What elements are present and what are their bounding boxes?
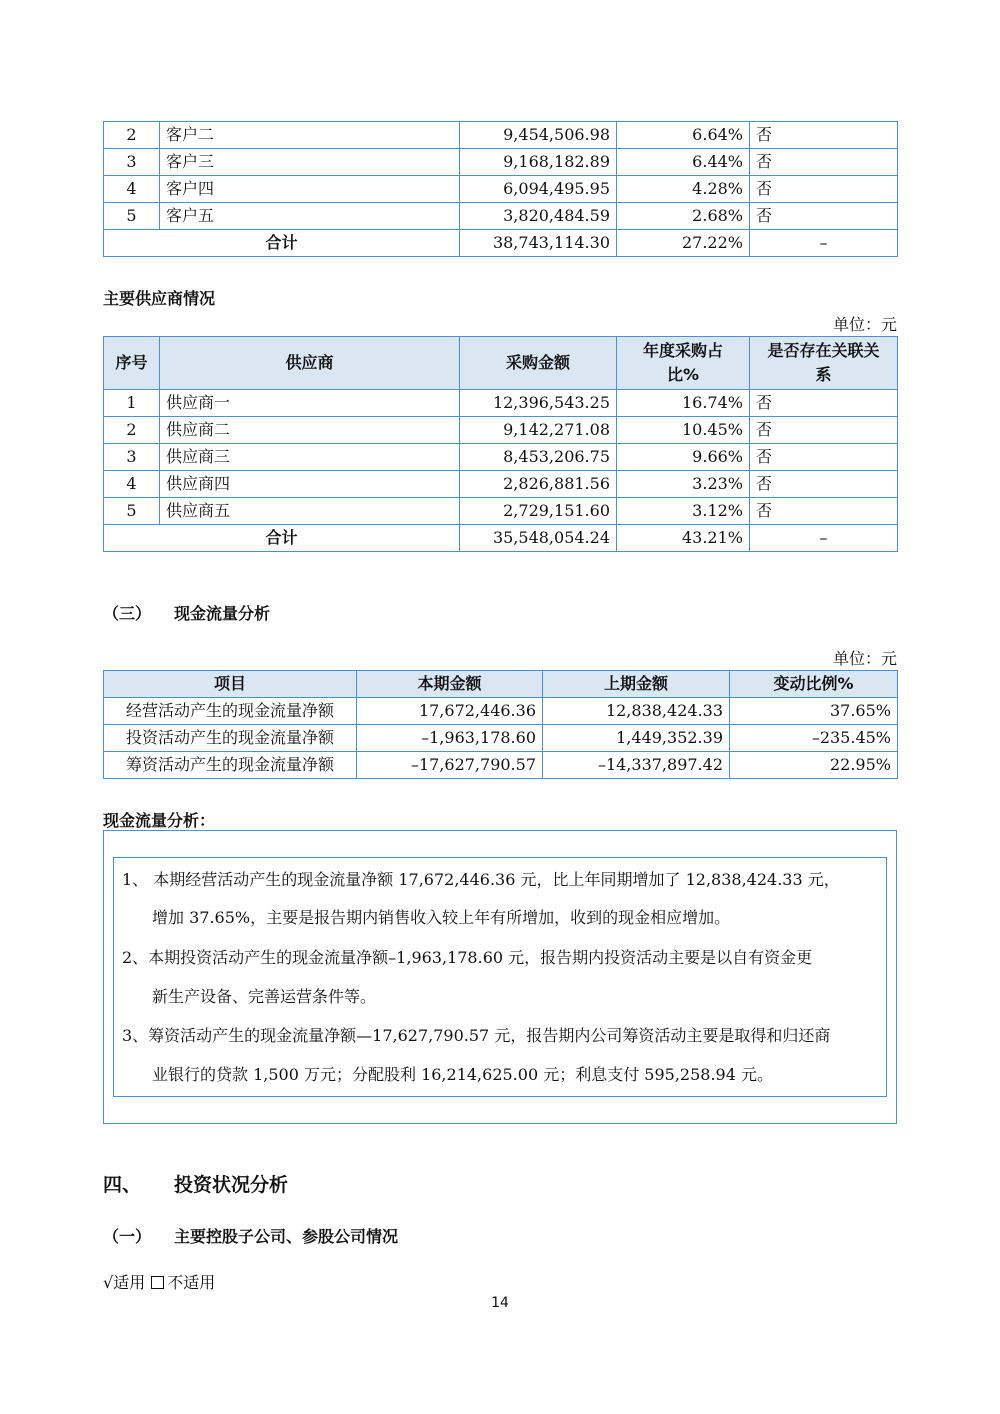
analysis-p3-line2: 业银行的贷款 1,500 万元；分配股利 16,214,625.00 元；利息支付 595,258.94 元。 bbox=[152, 1065, 773, 1084]
header-current: 本期金额 bbox=[357, 671, 543, 698]
cell-no: 1 bbox=[104, 390, 160, 417]
cell-ratio: 4.28% bbox=[617, 176, 750, 203]
total-amount: 35,548,054.24 bbox=[460, 525, 617, 552]
cashflow-unit: 单位：元 bbox=[832, 649, 897, 668]
investment-section-number: 四、 bbox=[103, 1174, 142, 1196]
cell-change: 22.95% bbox=[730, 752, 898, 779]
header-previous: 上期金额 bbox=[543, 671, 730, 698]
table-row bbox=[104, 417, 898, 444]
cell-amount: 9,142,271.08 bbox=[460, 417, 617, 444]
analysis-p3-line1: 3、筹资活动产生的现金流量净额—17,627,790.57 元，报告期内公司筹资活动主要是取得和归还商 bbox=[122, 1026, 831, 1045]
table-row bbox=[104, 498, 898, 525]
cell-related: 否 bbox=[750, 203, 898, 230]
cell-name: 客户二 bbox=[160, 122, 460, 149]
analysis-p1-line2: 增加 37.65%，主要是报告期内销售收入较上年有所增加，收到的现金相应增加。 bbox=[152, 908, 731, 927]
table-total-row bbox=[104, 525, 898, 552]
table-row bbox=[104, 149, 898, 176]
cell-current: –17,627,790.57 bbox=[357, 752, 543, 779]
table-row bbox=[104, 752, 898, 779]
cell-amount: 2,826,881.56 bbox=[460, 471, 617, 498]
not-applicable-label: 不适用 bbox=[167, 1273, 216, 1292]
header-name: 供应商 bbox=[160, 337, 460, 390]
table-row bbox=[104, 176, 898, 203]
suppliers-table bbox=[103, 336, 898, 552]
cell-related: 否 bbox=[750, 471, 898, 498]
cell-previous: 1,449,352.39 bbox=[543, 725, 730, 752]
table-row bbox=[104, 122, 898, 149]
cashflow-section-number: （三） bbox=[103, 604, 152, 623]
table-row bbox=[104, 203, 898, 230]
cell-amount: 9,168,182.89 bbox=[460, 149, 617, 176]
cell-amount: 2,729,151.60 bbox=[460, 498, 617, 525]
cashflow-table bbox=[103, 670, 898, 779]
total-amount: 38,743,114.30 bbox=[460, 230, 617, 257]
analysis-p1-line1: 1、 本期经营活动产生的现金流量净额 17,672,446.36 元，比上年同期增加了 12,838,424.33 元， bbox=[122, 870, 840, 889]
header-no: 序号 bbox=[104, 337, 160, 390]
suppliers-title: 主要供应商情况 bbox=[103, 289, 216, 308]
empty-checkbox-icon bbox=[151, 1276, 164, 1289]
cell-related: 否 bbox=[750, 444, 898, 471]
total-related: – bbox=[750, 525, 898, 552]
cell-related: 否 bbox=[750, 176, 898, 203]
cell-current: 17,672,446.36 bbox=[357, 698, 543, 725]
cell-current: –1,963,178.60 bbox=[357, 725, 543, 752]
cell-no: 2 bbox=[104, 122, 160, 149]
cell-ratio: 10.45% bbox=[617, 417, 750, 444]
table-row bbox=[104, 698, 898, 725]
header-change: 变动比例% bbox=[730, 671, 898, 698]
total-ratio: 43.21% bbox=[617, 525, 750, 552]
suppliers-unit: 单位：元 bbox=[832, 315, 897, 334]
cell-ratio: 3.23% bbox=[617, 471, 750, 498]
cell-name: 客户四 bbox=[160, 176, 460, 203]
cell-ratio: 6.64% bbox=[617, 122, 750, 149]
table-header-row bbox=[104, 337, 898, 390]
header-related-line2: 系 bbox=[815, 365, 832, 384]
cell-no: 4 bbox=[104, 176, 160, 203]
table-header-row bbox=[104, 671, 898, 698]
cell-no: 5 bbox=[104, 203, 160, 230]
header-ratio bbox=[617, 337, 750, 390]
total-label: 合计 bbox=[104, 525, 460, 552]
cell-no: 5 bbox=[104, 498, 160, 525]
cell-no: 3 bbox=[104, 444, 160, 471]
cell-name: 客户三 bbox=[160, 149, 460, 176]
table-row bbox=[104, 725, 898, 752]
cell-amount: 3,820,484.59 bbox=[460, 203, 617, 230]
page-number: 14 bbox=[491, 1295, 509, 1311]
cell-related: 否 bbox=[750, 417, 898, 444]
cell-related: 否 bbox=[750, 122, 898, 149]
applicability-options bbox=[103, 1270, 215, 1293]
table-row bbox=[104, 471, 898, 498]
investment-subsection-title: 主要控股子公司、参股公司情况 bbox=[174, 1227, 399, 1246]
cell-item: 投资活动产生的现金流量净额 bbox=[104, 725, 357, 752]
cell-no: 4 bbox=[104, 471, 160, 498]
cell-related: 否 bbox=[750, 149, 898, 176]
cell-change: –235.45% bbox=[730, 725, 898, 752]
cell-related: 否 bbox=[750, 390, 898, 417]
total-label: 合计 bbox=[104, 230, 460, 257]
cashflow-analysis-title: 现金流量分析： bbox=[103, 811, 216, 830]
cell-name: 供应商五 bbox=[160, 498, 460, 525]
header-related bbox=[750, 337, 898, 390]
cell-ratio: 16.74% bbox=[617, 390, 750, 417]
cell-name: 供应商三 bbox=[160, 444, 460, 471]
applicable-checked-label: √适用 bbox=[103, 1273, 146, 1292]
analysis-p2-line1: 2、本期投资活动产生的现金流量净额–1,963,178.60 元，报告期内投资活动主要是以自有资金更 bbox=[122, 948, 813, 967]
cell-amount: 8,453,206.75 bbox=[460, 444, 617, 471]
cell-name: 供应商四 bbox=[160, 471, 460, 498]
total-ratio: 27.22% bbox=[617, 230, 750, 257]
cell-no: 3 bbox=[104, 149, 160, 176]
investment-section-title: 投资状况分析 bbox=[174, 1174, 289, 1196]
cell-amount: 9,454,506.98 bbox=[460, 122, 617, 149]
cell-name: 客户五 bbox=[160, 203, 460, 230]
header-amount: 采购金额 bbox=[460, 337, 617, 390]
header-related-line1: 是否存在关联关 bbox=[767, 341, 880, 360]
cell-change: 37.65% bbox=[730, 698, 898, 725]
header-ratio-line2: 比% bbox=[666, 365, 700, 384]
total-related: – bbox=[750, 230, 898, 257]
header-ratio-line1: 年度采购占 bbox=[642, 341, 723, 360]
table-row bbox=[104, 444, 898, 471]
cell-ratio: 2.68% bbox=[617, 203, 750, 230]
cell-related: 否 bbox=[750, 498, 898, 525]
cell-no: 2 bbox=[104, 417, 160, 444]
cell-amount: 6,094,495.95 bbox=[460, 176, 617, 203]
analysis-p2-line2: 新生产设备、完善运营条件等。 bbox=[152, 987, 377, 1006]
cell-name: 供应商一 bbox=[160, 390, 460, 417]
cell-previous: –14,337,897.42 bbox=[543, 752, 730, 779]
table-row bbox=[104, 390, 898, 417]
cell-ratio: 3.12% bbox=[617, 498, 750, 525]
investment-subsection-number: （一） bbox=[103, 1227, 152, 1246]
header-item: 项目 bbox=[104, 671, 357, 698]
cell-name: 供应商二 bbox=[160, 417, 460, 444]
cell-item: 经营活动产生的现金流量净额 bbox=[104, 698, 357, 725]
cell-ratio: 9.66% bbox=[617, 444, 750, 471]
cell-ratio: 6.44% bbox=[617, 149, 750, 176]
customers-table bbox=[103, 121, 898, 257]
cashflow-section-title: 现金流量分析 bbox=[174, 604, 271, 623]
cell-item: 筹资活动产生的现金流量净额 bbox=[104, 752, 357, 779]
cell-amount: 12,396,543.25 bbox=[460, 390, 617, 417]
table-total-row bbox=[104, 230, 898, 257]
cell-previous: 12,838,424.33 bbox=[543, 698, 730, 725]
